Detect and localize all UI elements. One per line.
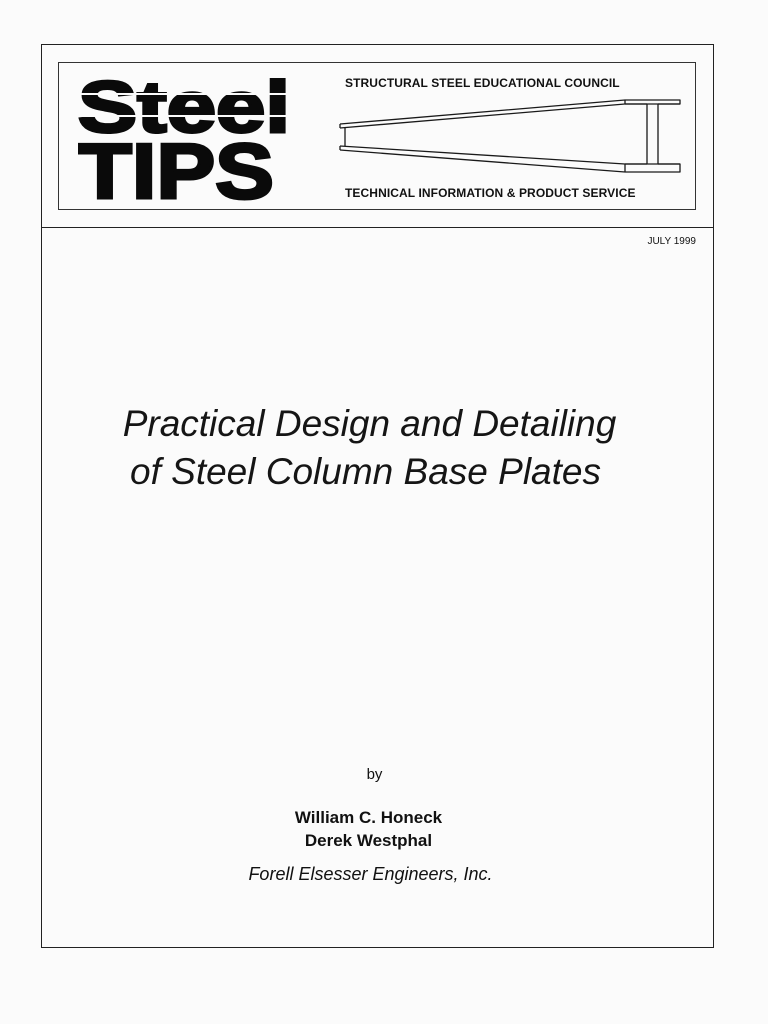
service-name: TECHNICAL INFORMATION & PRODUCT SERVICE xyxy=(345,186,636,200)
svg-text:Steel: Steel xyxy=(78,72,290,148)
title-line-2: of Steel Column Base Plates xyxy=(130,451,601,492)
by-label: by xyxy=(366,766,383,783)
i-beam-icon xyxy=(335,94,685,178)
author-list xyxy=(41,806,714,852)
author-name: William C. Honeck xyxy=(294,808,443,827)
steel-tips-logo xyxy=(78,72,294,204)
author-name: Derek Westphal xyxy=(304,831,433,850)
svg-text:TIPS: TIPS xyxy=(78,127,274,204)
publication-date: JULY 1999 xyxy=(647,236,696,247)
title-line-1: Practical Design and Detailing xyxy=(122,403,617,444)
council-name: STRUCTURAL STEEL EDUCATIONAL COUNCIL xyxy=(345,76,620,90)
document-title xyxy=(41,400,714,496)
header-divider xyxy=(41,227,714,228)
author-firm: Forell Elsesser Engineers, Inc. xyxy=(248,864,493,884)
